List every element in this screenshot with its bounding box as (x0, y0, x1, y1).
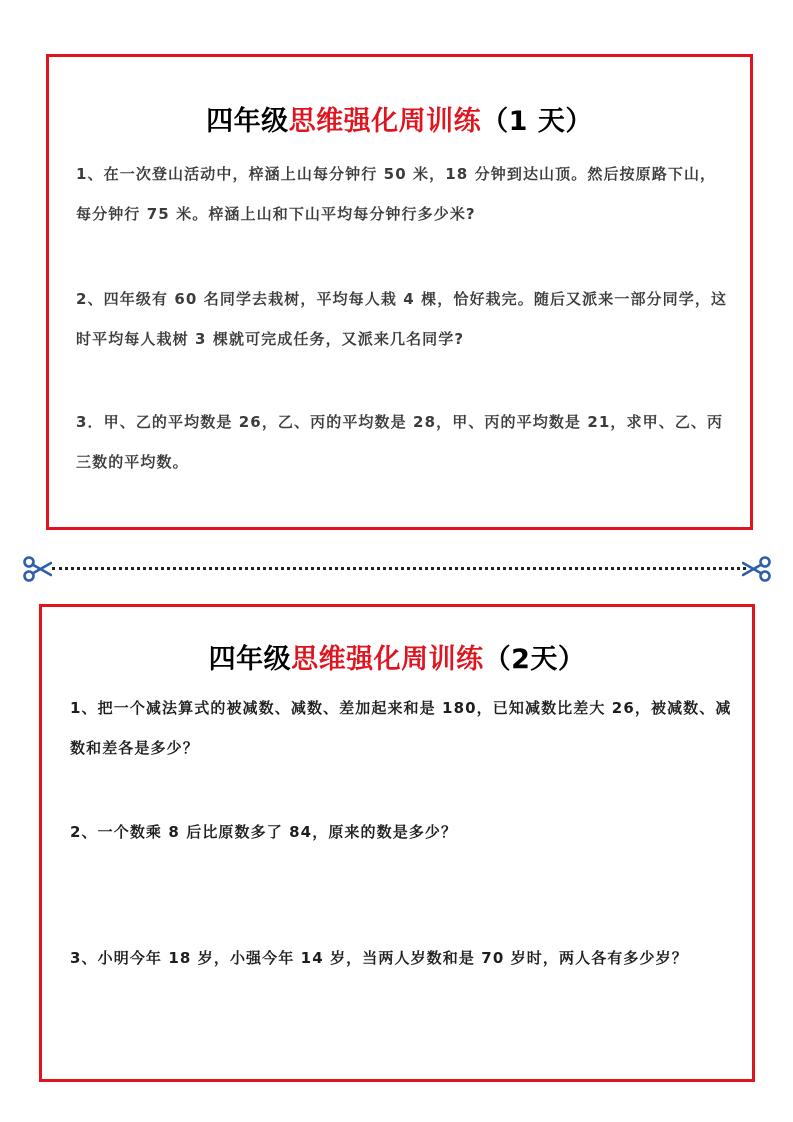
scissors-icon (742, 556, 772, 582)
question-2: 2、一个数乘 8 后比原数多了 84，原来的数是多少？ (70, 823, 458, 841)
title-grade: 四年级 (206, 106, 289, 137)
worksheet-title (42, 637, 752, 676)
question-2: 2、四年级有 60 名同学去栽树，平均每人栽 4 棵，恰好栽完。随后又派来一部分同学，这时平均每人栽树 3 棵就可完成任务，又派来几名同学? (76, 290, 728, 348)
question-3: 3、小明今年 18 岁，小强今年 14 岁，当两人岁数和是 70 岁时，两人各有多少岁？ (70, 949, 688, 967)
cut-line (52, 567, 746, 570)
title-topic: 思维强化周训练 (291, 644, 484, 675)
question-1: 1、把一个减法算式的被减数、减数、差加起来和是 180，已知减数比差大 26，被减数、减数和差各是多少？ (70, 699, 732, 757)
scissors-icon (22, 556, 52, 582)
question-1: 1、在一次登山活动中，梓涵上山每分钟行 50 米，18 分钟到达山顶。然后按原路下山，每分钟行 75 米。梓涵上山和下山平均每分钟行多少米? (76, 165, 717, 223)
title-grade: 四年级 (208, 644, 292, 675)
title-day: （2天） (483, 644, 586, 675)
worksheet-title (49, 99, 750, 138)
title-topic: 思维强化周训练 (288, 106, 482, 137)
question-3: 3．甲、乙的平均数是 26，乙、丙的平均数是 28，甲、丙的平均数是 21，求甲、乙、丙三数的平均数。 (76, 413, 724, 471)
worksheet-card-day-1 (46, 54, 753, 530)
title-day: （1 天） (481, 106, 593, 137)
worksheet-card-day-2 (39, 604, 755, 1082)
